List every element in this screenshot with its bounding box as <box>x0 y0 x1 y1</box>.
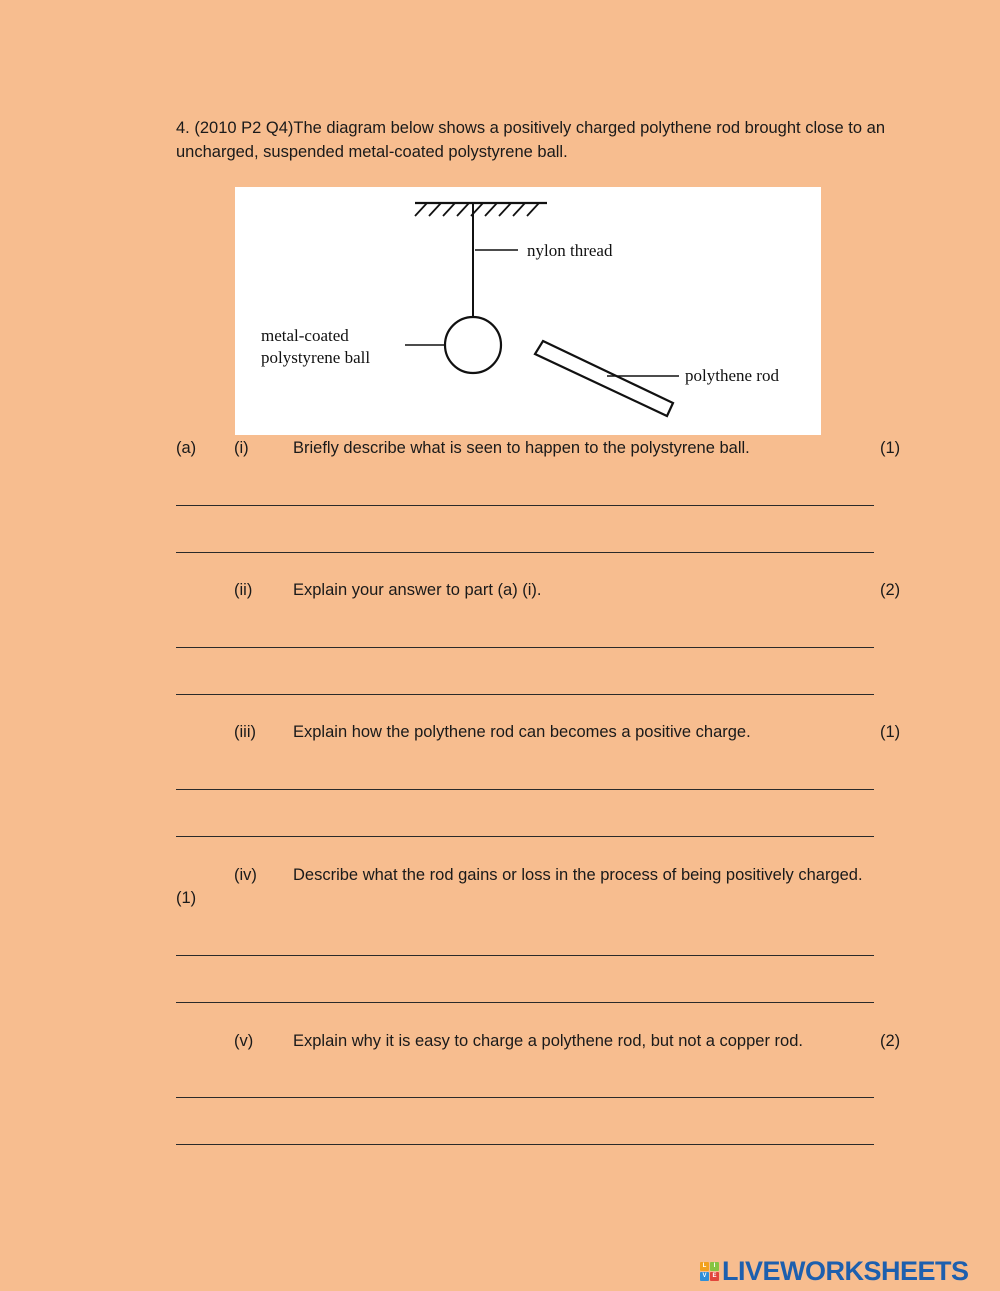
answer-line[interactable] <box>176 552 874 553</box>
subpart-label: (i) <box>234 439 249 457</box>
liveworksheets-brand[interactable] <box>700 1256 969 1286</box>
charged-rod-diagram <box>235 187 821 435</box>
logo-letter: L <box>700 1262 709 1271</box>
rod-label: polythene rod <box>685 366 779 385</box>
answer-line[interactable] <box>176 1002 874 1003</box>
question-a-iv <box>0 864 1000 886</box>
question-text: Explain how the polythene rod can becomes a positive charge. <box>293 723 751 741</box>
question-a-iii <box>0 721 1000 743</box>
logo-letter: E <box>710 1272 719 1281</box>
question-text: Describe what the rod gains or loss in the process of being positively charged. <box>293 866 863 884</box>
marks-label: (1) <box>880 723 901 741</box>
subpart-label: (ii) <box>234 581 253 599</box>
polythene-rod <box>535 341 673 416</box>
answer-line[interactable] <box>176 1144 874 1145</box>
question-text: Explain why it is easy to charge a polythene rod, but not a copper rod. <box>293 1032 803 1050</box>
marks-label: (1) <box>880 439 901 457</box>
ceiling-hatching <box>415 203 539 216</box>
part-label: (a) <box>176 439 197 457</box>
brand-name: LIVEWORKSHEETS <box>722 1255 969 1286</box>
question-text: Explain your answer to part (a) (i). <box>293 581 542 599</box>
question-a-i <box>0 437 1000 459</box>
logo-letter: V <box>700 1272 709 1281</box>
answer-line[interactable] <box>176 836 874 837</box>
subpart-label: (iii) <box>234 723 256 741</box>
marks-label: (2) <box>880 581 901 599</box>
polystyrene-ball <box>445 317 501 373</box>
answer-line[interactable] <box>176 505 874 506</box>
diagram-figure <box>235 187 821 435</box>
subpart-label: (iv) <box>234 866 257 884</box>
subpart-label: (v) <box>234 1032 254 1050</box>
ball-label-line2: polystyrene ball <box>261 348 371 367</box>
answer-line[interactable] <box>176 1097 874 1098</box>
liveworksheets-logo-icon <box>700 1262 719 1281</box>
answer-line[interactable] <box>176 647 874 648</box>
answer-line[interactable] <box>176 955 874 956</box>
ball-label-line1: metal-coated <box>261 326 349 345</box>
answer-line[interactable] <box>176 694 874 695</box>
answer-line[interactable] <box>176 789 874 790</box>
logo-letter: I <box>710 1262 719 1271</box>
thread-label: nylon thread <box>527 241 613 260</box>
marks-label: (2) <box>880 1032 901 1050</box>
question-a-v <box>0 1030 1000 1052</box>
question-text: Briefly describe what is seen to happen to the polystyrene ball. <box>293 439 750 457</box>
marks-label: (1) <box>176 889 197 907</box>
question-intro: 4. (2010 P2 Q4)The diagram below shows a positively charged polythene rod brought close to an uncharged, suspended metal-coated polystyrene ball. <box>176 119 886 161</box>
question-a-ii <box>0 579 1000 601</box>
